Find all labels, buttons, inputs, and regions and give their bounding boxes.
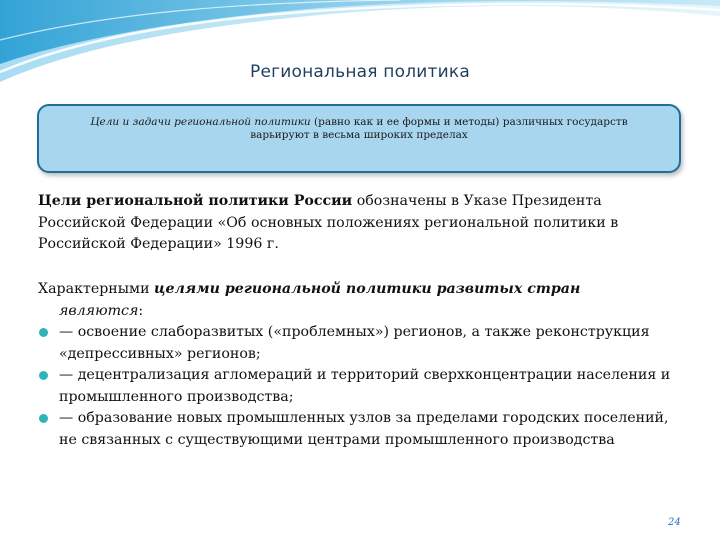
bullet-icon — [39, 328, 48, 337]
main-bold-text: Цели региональной политики России — [38, 193, 353, 209]
callout-line-2: варьируют в весьма широких пределах — [250, 129, 468, 141]
main-paragraph — [38, 191, 674, 256]
list-item — [38, 322, 674, 365]
goals-intro — [38, 279, 674, 301]
goals-intro-line2 — [38, 301, 674, 323]
goals-list — [38, 322, 674, 451]
list-item — [38, 408, 674, 451]
goals-intro-verb: являются — [59, 302, 139, 319]
list-item-text: — освоение слаборазвитых («проблемных») регионов, а также реконструкция «депрессивных» регионов; — [59, 324, 650, 362]
goals-intro-colon: : — [138, 302, 144, 319]
callout-line-1 — [53, 116, 665, 129]
bullet-icon — [39, 414, 48, 423]
list-item-text: — децентрализация агломераций и территорий сверхконцентрации населения и промышленного производства; — [59, 367, 671, 405]
goals-intro-text: Характерными — [38, 281, 155, 297]
slide-title: Региональная политика — [250, 62, 470, 82]
goals-section — [38, 279, 674, 451]
list-item — [38, 365, 674, 408]
main-text: обозначены в Указе Президента Российской Федерации «Об основных положениях региональной политики в Российской Федерации» 1996 г. — [38, 193, 619, 252]
callout-box — [37, 104, 681, 173]
bullet-icon — [39, 371, 48, 380]
list-item-text: — образование новых промышленных узлов за пределами городских поселений, не связанных с существующими центрами промышленного производства — [59, 410, 669, 448]
callout-italic-text: Цели и задачи региональной политики — [90, 116, 311, 128]
goals-intro-emphasis: целями региональной политики развитых стран — [154, 281, 581, 297]
page-number: 24 — [668, 517, 681, 528]
callout-text: (равно как и ее формы и методы) различных государств — [310, 116, 628, 128]
